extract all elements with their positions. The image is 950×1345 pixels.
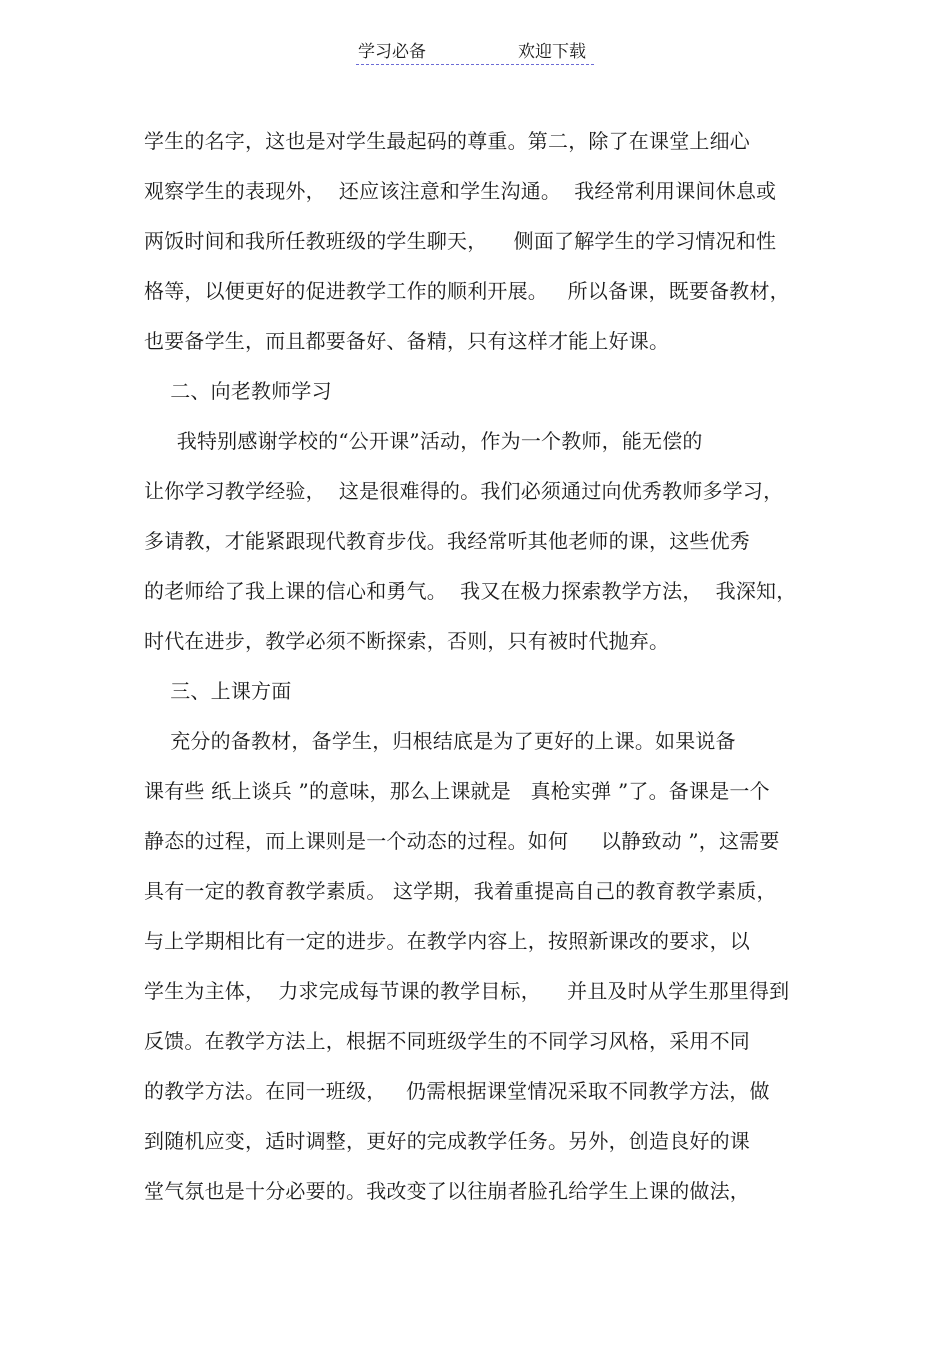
text-line: 我特别感谢学校的“公开课”活动，作为一个教师，能无偿的 <box>144 429 703 453</box>
header-left-text: 学习必备 <box>358 42 426 62</box>
text-line: 也要备学生，而且都要备好、备精，只有这样才能上好课。 <box>144 329 670 353</box>
text-line: 观察学生的表现外， 还应该注意和学生沟通。 我经常利用课间休息或 <box>144 179 777 203</box>
header-right-text: 欢迎下载 <box>518 42 586 62</box>
text-line: 格等，以便更好的促进教学工作的顺利开展。 所以备课，既要备教材， <box>144 279 790 303</box>
text-line: 让你学习教学经验， 这是很难得的。我们必须通过向优秀教师多学习， <box>144 479 784 503</box>
text-line: 具有一定的教育教学素质。 这学期，我着重提高自己的教育教学素质， <box>144 879 777 903</box>
text-line: 到随机应变，适时调整，更好的完成教学任务。另外，创造良好的课 <box>144 1129 750 1153</box>
text-line: 课有些 纸上谈兵 ”的意味，那么上课就是 真枪实弹 ”了。备课是一个 <box>144 779 770 803</box>
text-line: 与上学期相比有一定的进步。在教学内容上，按照新课改的要求，以 <box>144 929 750 953</box>
text-line: 堂气氛也是十分必要的。我改变了以往崩者脸孔给学生上课的做法， <box>144 1179 750 1203</box>
text-line: 时代在进步，教学必须不断探索，否则，只有被时代抛弃。 <box>144 629 670 653</box>
text-line: 的老师给了我上课的信心和勇气。 我又在极力探索教学方法， 我深知， <box>144 579 797 603</box>
text-line: 学生的名字，这也是对学生最起码的尊重。第二，除了在课堂上细心 <box>144 129 750 153</box>
page-header <box>356 42 594 65</box>
section-heading: 二、向老教师学习 <box>144 379 332 403</box>
text-line: 两饭时间和我所任教班级的学生聊天， 侧面了解学生的学习情况和性 <box>144 229 777 253</box>
text-line: 充分的备教材，备学生，归根结底是为了更好的上课。如果说备 <box>144 729 736 753</box>
text-line: 静态的过程，而上课则是一个动态的过程。如何 以静致动 ”，这需要 <box>144 829 780 853</box>
text-line: 多请教，才能紧跟现代教育步伐。我经常听其他老师的课，这些优秀 <box>144 529 750 553</box>
text-line: 学生为主体， 力求完成每节课的教学目标， 并且及时从学生那里得到 <box>144 979 790 1003</box>
section-heading: 三、上课方面 <box>144 679 292 703</box>
text-line: 反馈。在教学方法上，根据不同班级学生的不同学习风格，采用不同 <box>144 1029 750 1053</box>
text-line: 的教学方法。在同一班级， 仍需根据课堂情况采取不同教学方法，做 <box>144 1079 770 1103</box>
